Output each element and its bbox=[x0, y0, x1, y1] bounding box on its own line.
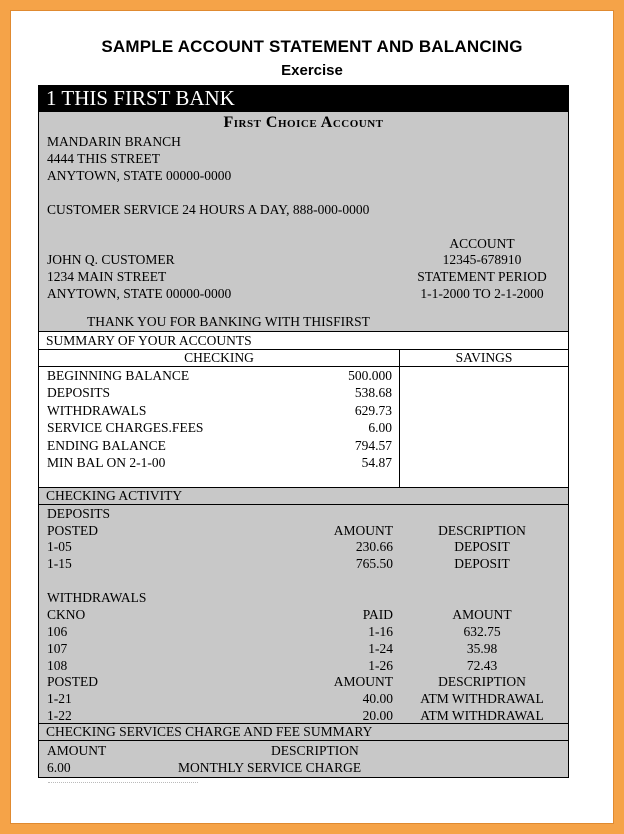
wd-amount-header: AMOUNT bbox=[333, 674, 393, 689]
branch-street: 4444 THIS STREET bbox=[47, 151, 161, 166]
check-paid: 1-26 bbox=[368, 658, 393, 673]
check-amount: 632.75 bbox=[463, 624, 501, 639]
statement-period: 1-1-2000 TO 2-1-2000 bbox=[420, 286, 544, 301]
summary-value: 54.87 bbox=[361, 455, 392, 470]
branch-city: ANYTOWN, STATE 00000-0000 bbox=[47, 168, 232, 183]
checking-column bbox=[39, 350, 400, 487]
check-amount-header: AMOUNT bbox=[452, 607, 512, 622]
summary-label: ENDING BALANCE bbox=[47, 438, 166, 453]
fee-description: MONTHLY SERVICE CHARGE bbox=[178, 760, 362, 775]
summary-title: SUMMARY OF YOUR ACCOUNTS bbox=[38, 331, 569, 350]
summary-value: 6.00 bbox=[368, 420, 392, 435]
deposit-amount: 230.66 bbox=[355, 539, 393, 554]
posted-header: POSTED bbox=[47, 523, 99, 538]
activity-box bbox=[38, 505, 569, 724]
customer-service: CUSTOMER SERVICE 24 HOURS A DAY, 888-000-0000 bbox=[47, 202, 370, 217]
activity-title: CHECKING ACTIVITY bbox=[38, 487, 569, 505]
summary-value: 794.57 bbox=[354, 438, 392, 453]
fee-amount-header: AMOUNT bbox=[47, 743, 107, 758]
deposit-amount: 765.50 bbox=[355, 556, 393, 571]
summary-table bbox=[38, 350, 569, 487]
deposit-posted: 1-15 bbox=[47, 556, 72, 571]
account-number: 12345-678910 bbox=[442, 252, 522, 267]
fee-amount: 6.00 bbox=[47, 760, 71, 775]
atm-posted: 1-22 bbox=[47, 708, 72, 723]
savings-header: SAVINGS bbox=[400, 350, 568, 367]
summary-label: BEGINNING BALANCE bbox=[47, 368, 190, 383]
paid-header: PAID bbox=[362, 607, 393, 622]
check-amount: 72.43 bbox=[466, 658, 498, 673]
atm-amount: 20.00 bbox=[362, 708, 393, 723]
summary-value: 500.000 bbox=[348, 368, 392, 383]
summary-label: DEPOSITS bbox=[47, 385, 111, 400]
atm-description: ATM WITHDRAWAL bbox=[420, 708, 544, 723]
check-number: 106 bbox=[47, 624, 68, 639]
deposits-label: DEPOSITS bbox=[47, 506, 111, 521]
divider bbox=[48, 782, 198, 787]
deposit-description: DEPOSIT bbox=[454, 556, 510, 571]
summary-value: 538.68 bbox=[354, 385, 392, 400]
ckno-header: CKNO bbox=[47, 607, 86, 622]
atm-amount: 40.00 bbox=[362, 691, 393, 706]
wd-description-header: DESCRIPTION bbox=[438, 674, 526, 689]
bank-name: 1 THIS FIRST BANK bbox=[38, 85, 569, 112]
page-title: SAMPLE ACCOUNT STATEMENT AND BALANCING bbox=[101, 37, 523, 56]
customer-name: JOHN Q. CUSTOMER bbox=[47, 252, 175, 267]
customer-street: 1234 MAIN STREET bbox=[47, 269, 167, 284]
check-number: 108 bbox=[47, 658, 68, 673]
checking-body bbox=[39, 367, 399, 487]
fees-title: CHECKING SERVICES CHARGE AND FEE SUMMARY bbox=[38, 724, 569, 741]
bank-info-box bbox=[38, 112, 569, 331]
summary-label: WITHDRAWALS bbox=[47, 403, 147, 418]
account-label: ACCOUNT bbox=[449, 236, 515, 251]
page-subtitle: Exercise bbox=[281, 62, 343, 79]
savings-column bbox=[400, 350, 568, 487]
thank-you: THANK YOU FOR BANKING WITH THISFIRST bbox=[87, 314, 370, 329]
deposit-posted: 1-05 bbox=[47, 539, 72, 554]
fees-box bbox=[38, 741, 569, 778]
wd-posted-header: POSTED bbox=[47, 674, 99, 689]
checking-header: CHECKING bbox=[39, 350, 399, 367]
period-label: STATEMENT PERIOD bbox=[417, 269, 547, 284]
deposit-description: DEPOSIT bbox=[454, 539, 510, 554]
statement bbox=[38, 85, 569, 778]
atm-description: ATM WITHDRAWAL bbox=[420, 691, 544, 706]
atm-posted: 1-21 bbox=[47, 691, 72, 706]
fee-description-header: DESCRIPTION bbox=[271, 743, 359, 758]
check-paid: 1-16 bbox=[368, 624, 393, 639]
check-paid: 1-24 bbox=[368, 641, 393, 656]
check-amount: 35.98 bbox=[466, 641, 498, 656]
customer-city: ANYTOWN, STATE 00000-0000 bbox=[47, 286, 232, 301]
check-number: 107 bbox=[47, 641, 68, 656]
withdrawals-label: WITHDRAWALS bbox=[47, 590, 147, 605]
summary-label: MIN BAL ON 2-1-00 bbox=[47, 455, 166, 470]
amount-header: AMOUNT bbox=[333, 523, 393, 538]
summary-label: SERVICE CHARGES.FEES bbox=[47, 420, 204, 435]
account-type: First Choice Account bbox=[223, 114, 384, 131]
description-header: DESCRIPTION bbox=[438, 523, 526, 538]
summary-value: 629.73 bbox=[354, 403, 392, 418]
branch-name: MANDARIN BRANCH bbox=[47, 134, 181, 149]
